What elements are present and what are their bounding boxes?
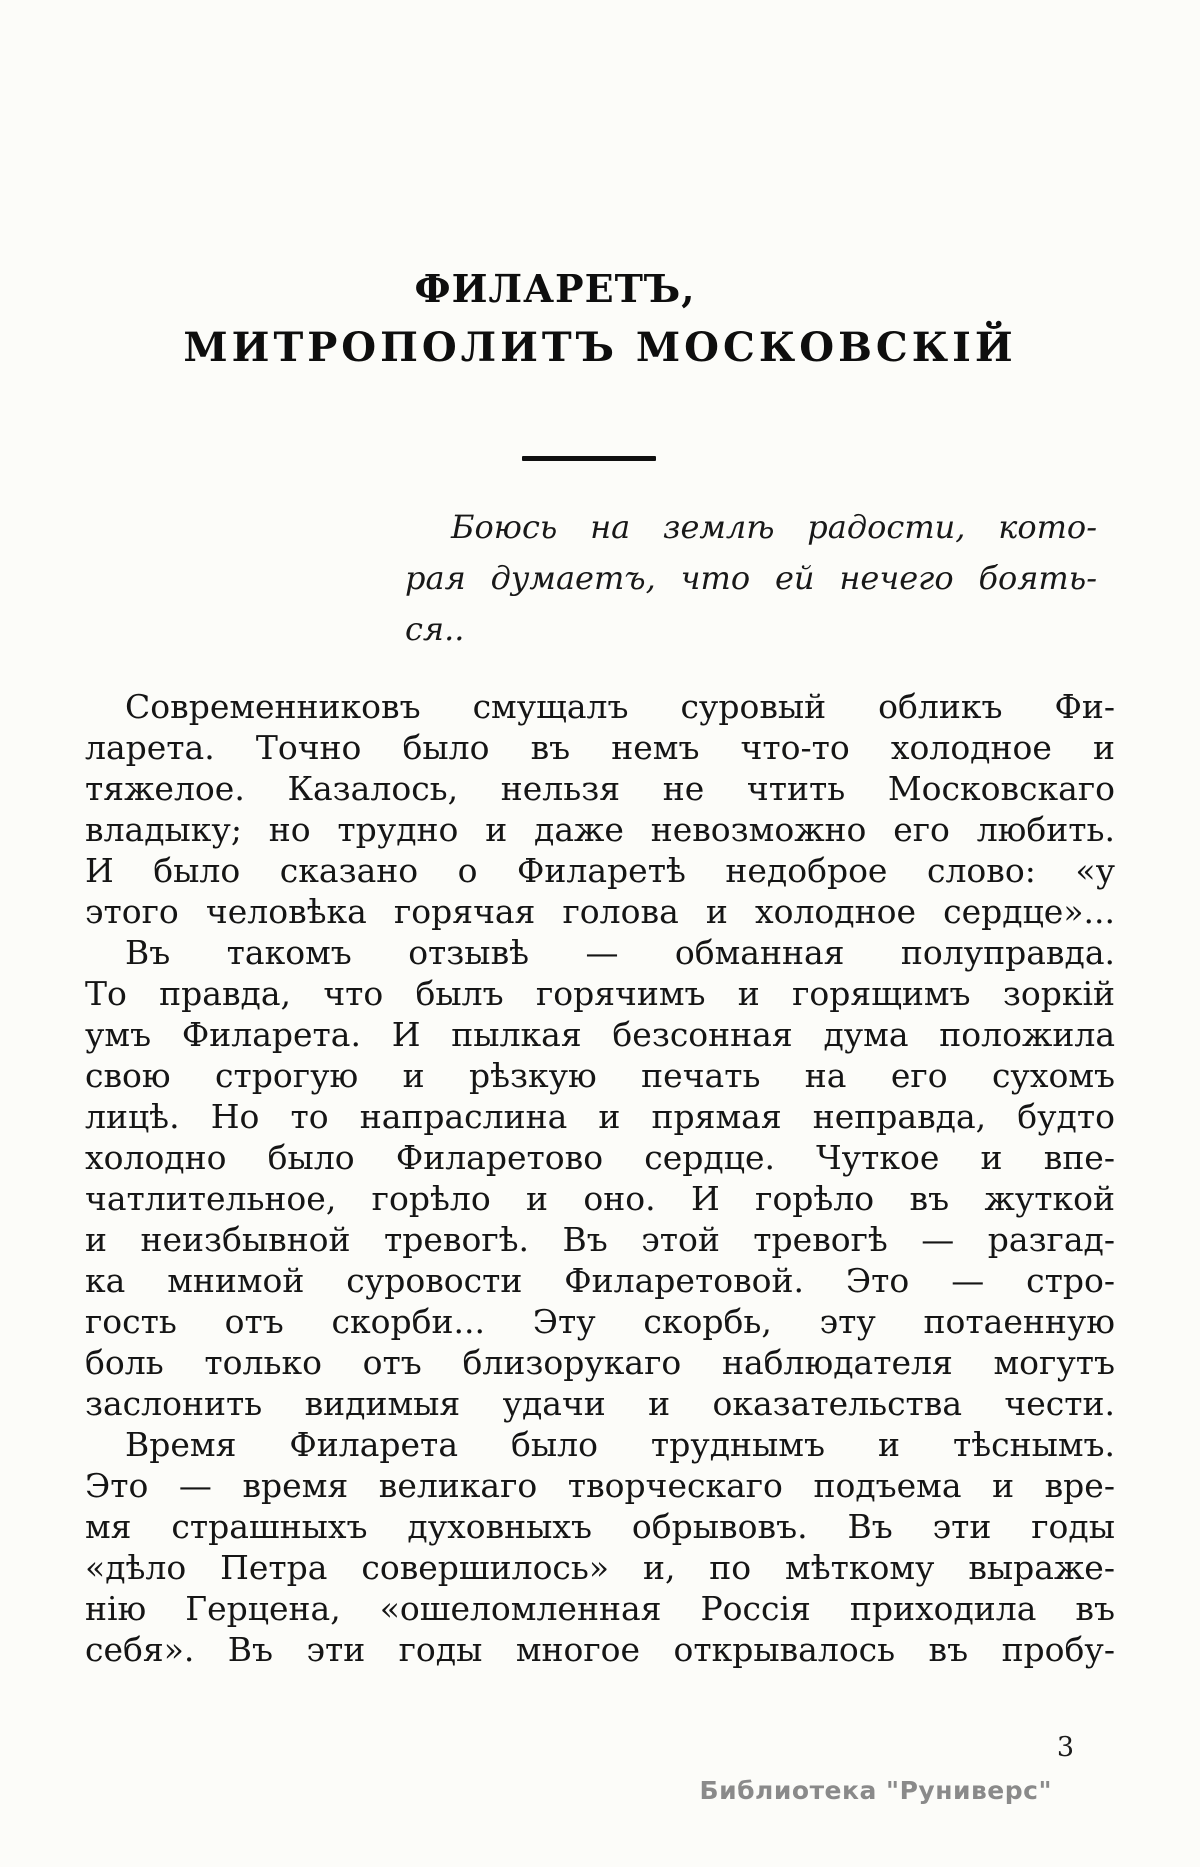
- text-line: себя». Въ эти годы многое открывалось въ пробу-: [85, 1630, 1115, 1669]
- text-line: «дѣло Петра совершилось» и, по мѣткому выраже-: [85, 1548, 1115, 1587]
- text-line: владыку; но трудно и даже невозможно его любить.: [85, 810, 1115, 849]
- section-divider: [522, 456, 656, 461]
- text-line: Современниковъ смущалъ суровый обликъ Фи-: [125, 687, 1115, 726]
- text-line: Это — время великаго творческаго подъема и вре-: [85, 1466, 1115, 1505]
- text-line: нію Герцена, «ошеломленная Россія приходила въ: [85, 1589, 1115, 1628]
- text-line: мя страшныхъ духовныхъ обрывовъ. Въ эти годы: [85, 1507, 1115, 1546]
- body-text: [85, 686, 1115, 1670]
- text-line: ларета. Точно было въ немъ что-то холодное и: [85, 728, 1115, 767]
- epigraph: [405, 502, 1097, 655]
- page-number: 3: [1056, 1732, 1074, 1763]
- text-line: лицѣ. Но то напраслина и прямая неправда, будто: [85, 1097, 1115, 1136]
- text-line: Въ такомъ отзывѣ — обманная полуправда.: [125, 933, 1115, 972]
- text-line: чатлительное, горѣло и оно. И горѣло въ жуткой: [85, 1179, 1115, 1218]
- text-line: боль только отъ близорукаго наблюдателя могутъ: [85, 1343, 1115, 1382]
- text-line: заслонить видимыя удачи и оказательства чести.: [85, 1384, 1115, 1423]
- text-line: свою строгую и рѣзкую печать на его сухомъ: [85, 1056, 1115, 1095]
- text-line: умъ Филарета. И пылкая безсонная дума положила: [85, 1015, 1115, 1054]
- epigraph-line: ся..: [405, 610, 465, 648]
- epigraph-line: Боюсь на землѣ радости, кото-: [451, 508, 1097, 546]
- text-line: И было сказано о Филаретѣ недоброе слово: «у: [85, 851, 1115, 890]
- text-line: То правда, что былъ горячимъ и горящимъ зоркій: [85, 974, 1115, 1013]
- text-line: холодно было Филаретово сердце. Чуткое и впе-: [85, 1138, 1115, 1177]
- page-title: [0, 266, 1200, 372]
- title-line2: МИТРОПОЛИТЪ МОСКОВСКІЙ: [183, 324, 1017, 371]
- text-line: и неизбывной тревогѣ. Въ этой тревогѣ — разгад-: [85, 1220, 1115, 1259]
- title-line1: ФИЛАРЕТЪ,: [414, 266, 696, 311]
- text-line: ка мнимой суровости Филаретовой. Это — стро-: [85, 1261, 1115, 1300]
- text-line: Время Филарета было труднымъ и тѣснымъ.: [125, 1425, 1115, 1464]
- text-line: этого человѣка горячая голова и холодное сердце»...: [85, 892, 1115, 931]
- text-line: тяжелое. Казалось, нельзя не чтить Московскаго: [85, 769, 1115, 808]
- text-line: гость отъ скорби... Эту скорбь, эту потаенную: [85, 1302, 1115, 1341]
- library-watermark: Библиотека "Руниверс": [699, 1776, 1052, 1805]
- epigraph-line: рая думаетъ, что ей нечего боять-: [405, 559, 1097, 597]
